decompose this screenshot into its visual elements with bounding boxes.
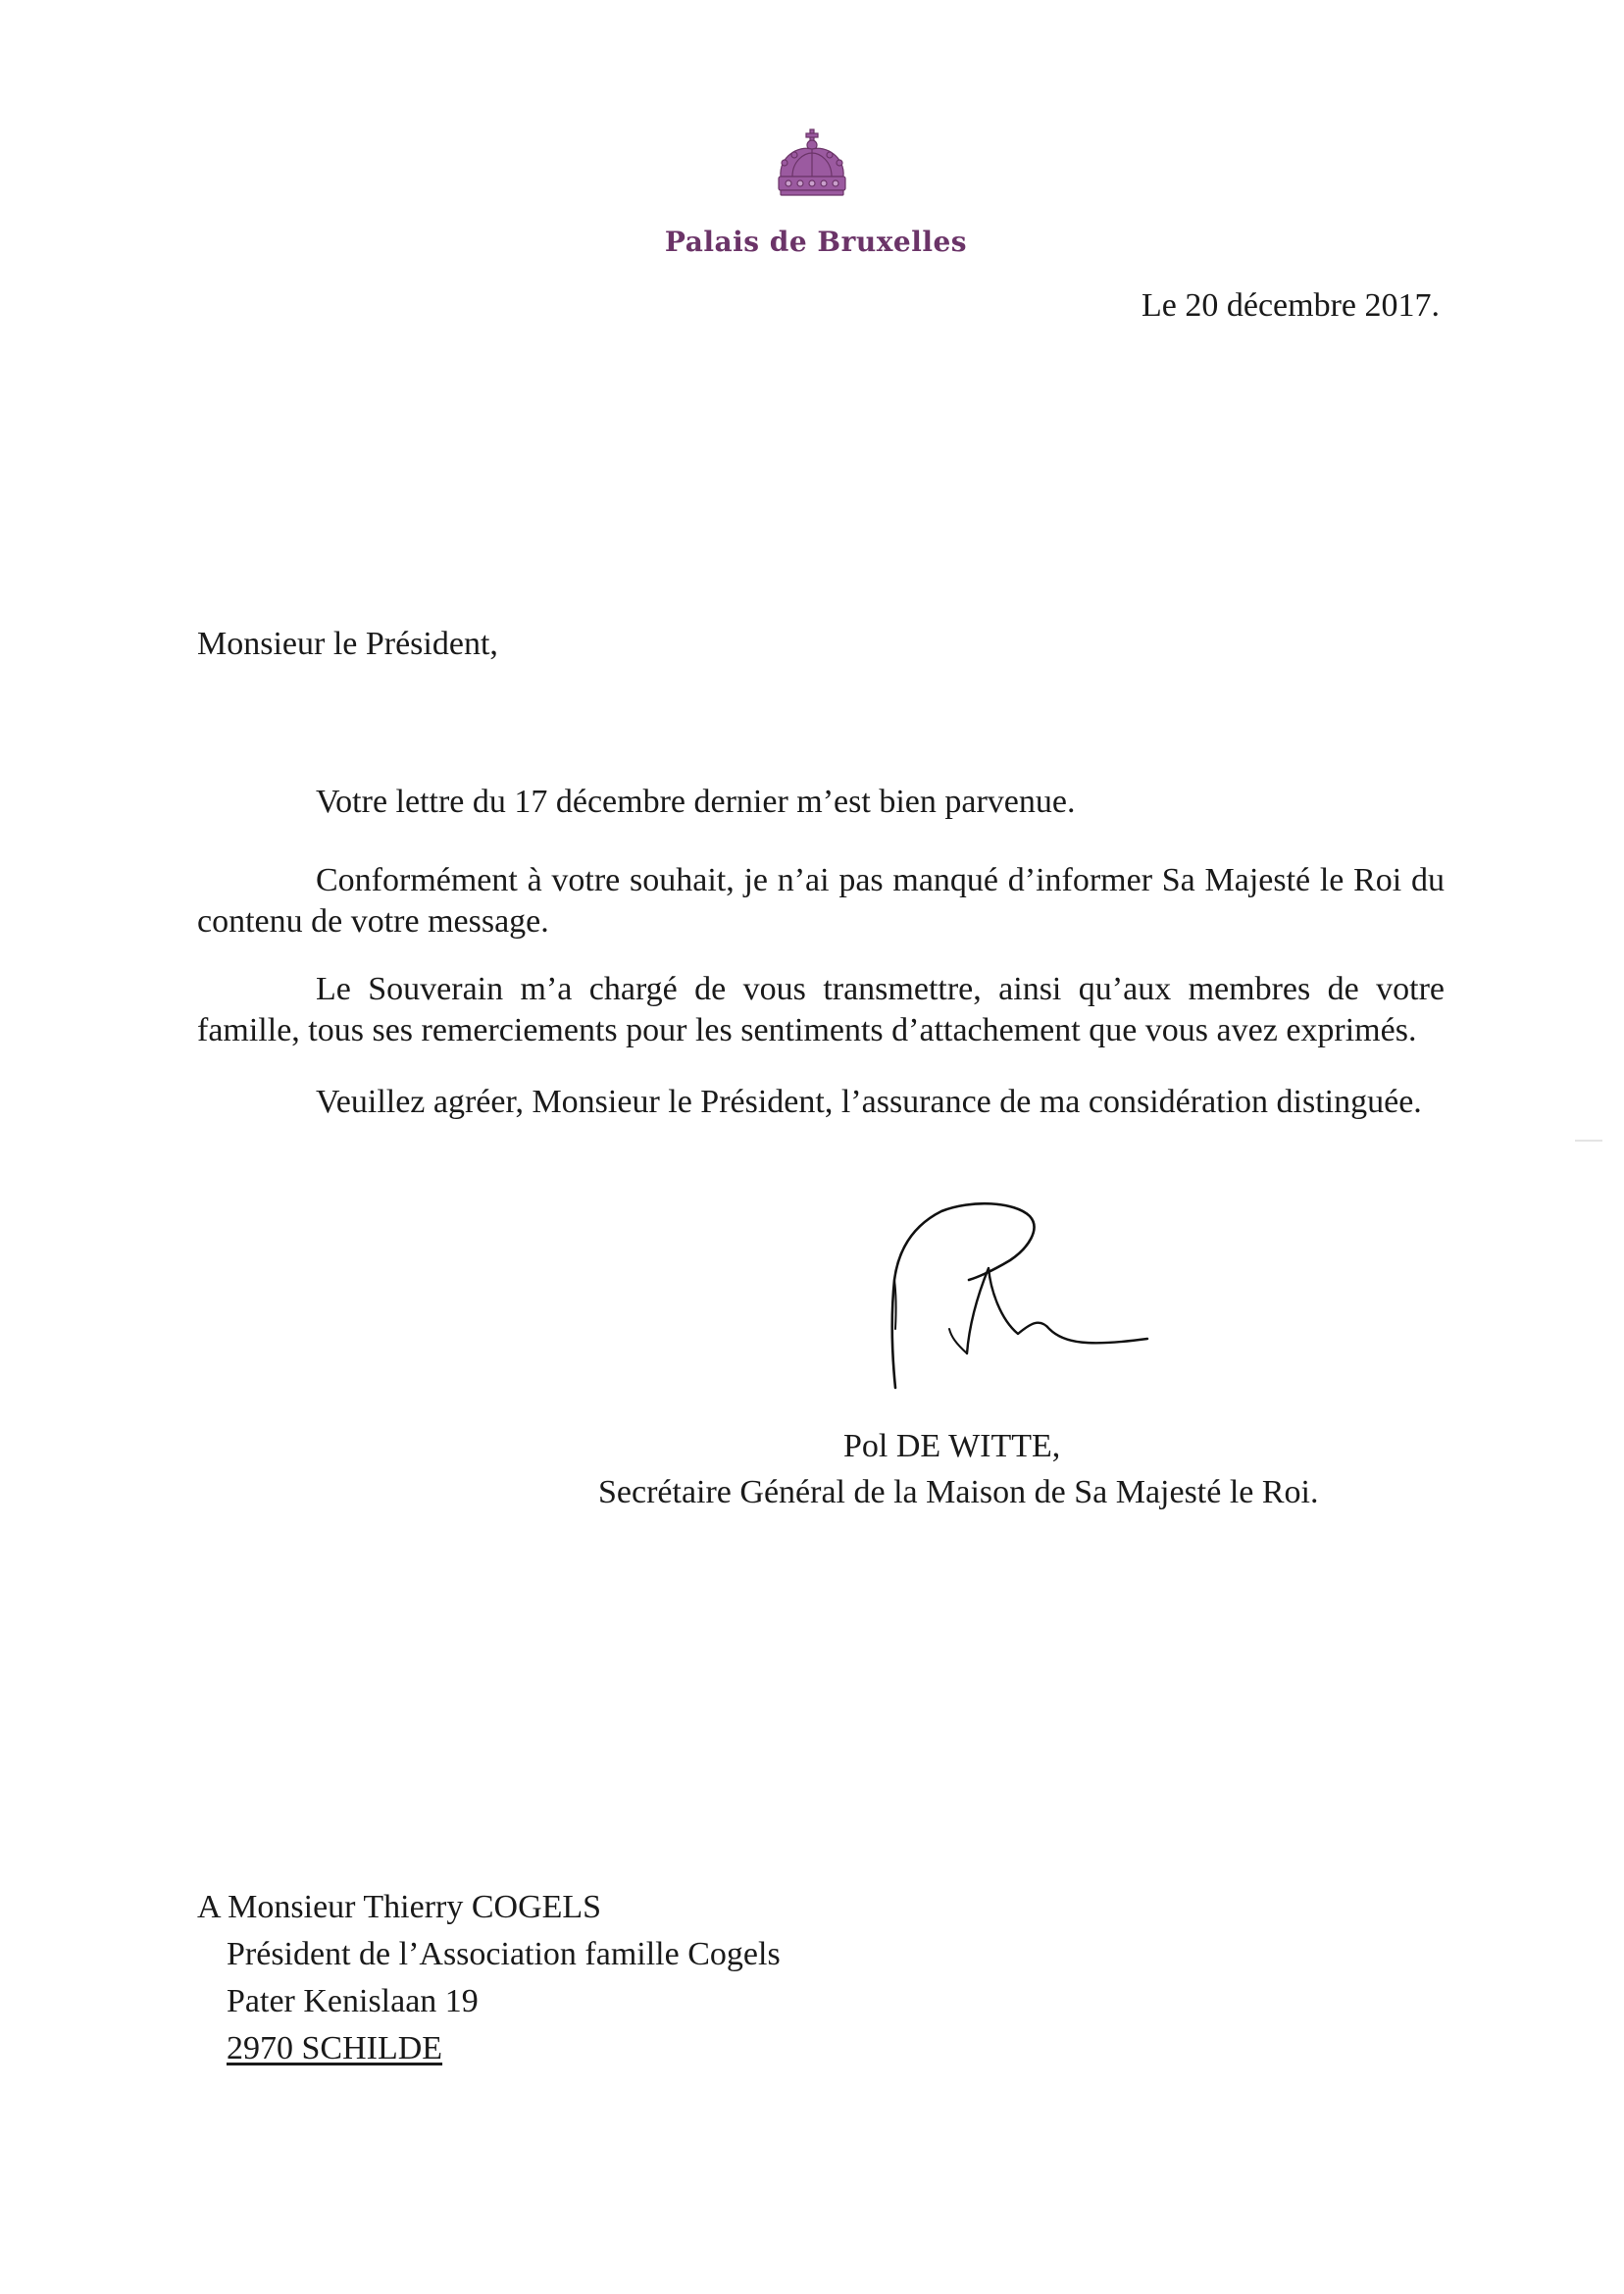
body-paragraph-3	[197, 969, 1445, 1051]
body-paragraph-2	[197, 860, 1445, 943]
address-city-underlined: 2970 SCHILDE	[227, 2030, 443, 2066]
signatory-title: Secrétaire Général de la Maison de Sa Majesté le Roi.	[598, 1474, 1319, 1510]
scan-artifact-line	[1575, 1140, 1602, 1142]
royal-crown-icon	[771, 127, 853, 198]
body-paragraph-1-text: Votre lettre du 17 décembre dernier m’est bien parvenue.	[316, 784, 1076, 820]
body-paragraph-4-text: Veuillez agréer, Monsieur le Président, l’assurance de ma considération distinguée.	[316, 1084, 1422, 1120]
body-paragraph-1	[197, 782, 1445, 823]
recipient-address	[197, 1884, 781, 2072]
letter-date: Le 20 décembre 2017.	[1142, 287, 1440, 324]
letterhead-palace-name: Palais de Bruxelles	[664, 226, 968, 258]
address-line-role: Président de l’Association famille Cogels	[227, 1936, 781, 1972]
body-paragraph-4	[197, 1082, 1445, 1123]
address-line-city	[197, 2025, 781, 2072]
address-line-recipient: A Monsieur Thierry COGELS	[197, 1889, 602, 1925]
address-line-street: Pater Kenislaan 19	[227, 1983, 479, 2019]
body-paragraph-3-text: Le Souverain m’a chargé de vous transmettre, ainsi qu’aux membres de votre famille, tous ses remerciements pour les sentiments d’attachement que vous avez exprimés.	[197, 971, 1445, 1048]
salutation: Monsieur le Président,	[197, 626, 498, 662]
body-paragraph-2-text: Conformément à votre souhait, je n’ai pas manqué d’informer Sa Majesté le Roi du contenu de votre message.	[197, 862, 1445, 940]
signatory-name: Pol DE WITTE,	[843, 1428, 1061, 1464]
handwritten-signature	[853, 1182, 1206, 1407]
letterhead	[0, 127, 1624, 258]
